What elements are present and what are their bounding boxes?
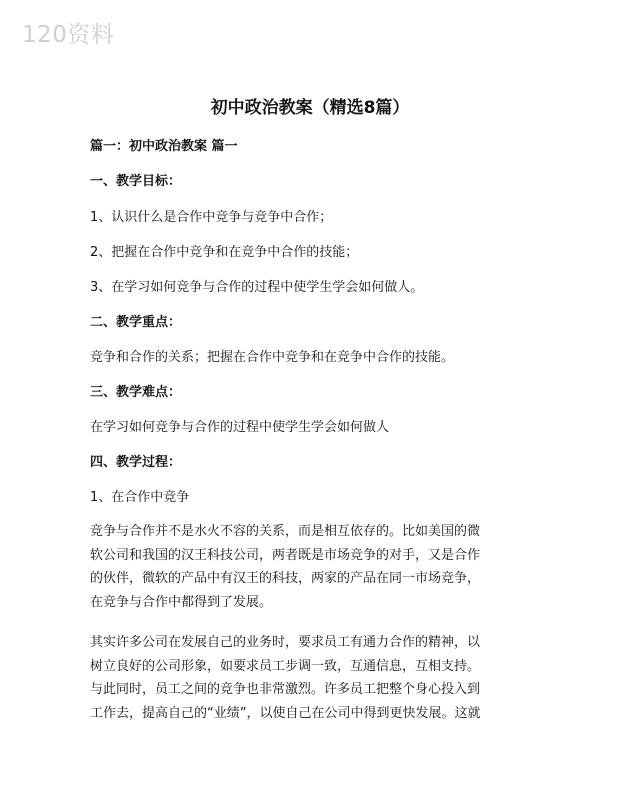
paragraph-line: 软公司和我国的汉王科技公司，两者既是市场竞争的对手，又是合作 xyxy=(90,547,481,563)
document-title: 初中政治教案（精选8篇） xyxy=(210,98,410,118)
goal-item: 1、认识什么是合作中竞争与竞争中合作； xyxy=(90,210,333,225)
body-paragraph-1 xyxy=(90,520,530,614)
focus-heading: 二、教学重点： xyxy=(90,315,182,330)
difficulty-text: 在学习如何竞争与合作的过程中使学生学会如何做人 xyxy=(90,420,390,435)
paragraph-line: 竞争与合作并不是水火不容的关系，而是相互依存的。比如美国的微 xyxy=(90,524,481,539)
process-subheading: 1、在合作中竞争 xyxy=(90,490,190,505)
goal-item: 2、把握在合作中竞争和在竞争中合作的技能； xyxy=(90,245,359,260)
watermark-logo: 120资料 xyxy=(22,22,115,48)
section-title: 篇一：初中政治教案 篇一 xyxy=(90,139,238,154)
goals-heading: 一、教学目标： xyxy=(90,174,182,189)
goal-item: 3、在学习如何竞争与合作的过程中使学生学会如何做人。 xyxy=(90,280,424,295)
paragraph-line: 树立良好的公司形象，如要求员工步调一致，互通信息，互相支持。 xyxy=(90,658,481,674)
paragraph-line: 其实许多公司在发展自己的业务时，要求员工有通力合作的精神，以 xyxy=(90,635,481,650)
paragraph-line: 与此同时，员工之间的竞争也非常激烈。许多员工把整个身心投入到 xyxy=(90,682,481,697)
difficulty-heading: 三、教学难点： xyxy=(90,385,182,400)
paragraph-line: 在竞争与合作中都得到了发展。 xyxy=(90,594,273,610)
process-heading: 四、教学过程： xyxy=(90,455,182,470)
focus-text: 竞争和合作的关系；把握在合作中竞争和在竞争中合作的技能。 xyxy=(90,350,455,365)
paragraph-line: 工作去，提高自己的“业绩”，以使自己在公司中得到更快发展。这就 xyxy=(90,705,481,721)
paragraph-line: 的伙伴，微软的产品中有汉王的科技，两家的产品在同一市场竞争， xyxy=(90,571,481,586)
body-paragraph-2 xyxy=(90,631,530,725)
